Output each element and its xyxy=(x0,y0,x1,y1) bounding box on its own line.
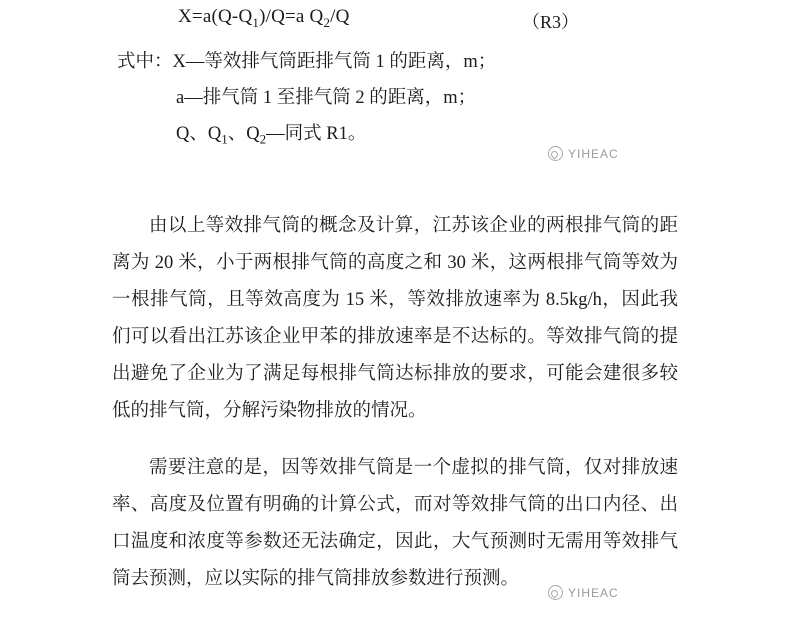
definition-line-3-mid: 、Q xyxy=(227,124,260,144)
definition-line-3-tail: —同式 R1。 xyxy=(266,124,367,144)
body-paragraph-1: 由以上等效排气筒的概念及计算，江苏该企业的两根排气筒的距离为 20 米，小于两根排气筒的高度之和 30 米，这两根排气筒等效为一根排气筒，且等效高度为 15 米，等效排放速率为 8.5kg/h，因此我们可以看出江苏该企业甲苯的排放速率是不达标的。等效排气筒的提出避免了企业为了满足每根排气筒达标排放的要求，可能会建很多较低的排气筒，分解污染物排放的情况。 xyxy=(112,216,678,421)
watermark-logo-icon xyxy=(548,146,563,161)
definition-line-2: a—排气筒 1 至排气筒 2 的距离，m； xyxy=(176,88,477,108)
definition-line-3 xyxy=(176,116,790,158)
watermark-bottom-label: YIHEAC xyxy=(568,585,619,600)
definition-line-3-sub-1: 1 xyxy=(221,131,228,147)
formula-reference: （R3） xyxy=(522,12,580,32)
formula-subscript-1: 1 xyxy=(252,14,260,30)
body-paragraph-2: 需要注意的是，因等效排气筒是一个虚拟的排气筒，仅对排放速率、高度及位置有明确的计算公式，而对等效排气筒的出口内径、出口温度和浓度等参数还无法确定，因此，大气预测时无需用等效排气筒去预测，应以实际的排气筒排放参数进行预测。 xyxy=(112,458,678,589)
watermark-top xyxy=(548,146,619,161)
formula-subscript-2: 2 xyxy=(323,14,331,30)
watermark-top-label: YIHEAC xyxy=(568,146,619,161)
formula-tail: )/Q=a Q xyxy=(259,6,324,27)
formula-row xyxy=(0,6,790,40)
definition-line-3-head: Q、Q xyxy=(176,124,222,144)
definition-line-1: 式中：X—等效排气筒距排气筒 1 的距离，m； xyxy=(117,52,497,72)
definition-list xyxy=(0,44,790,158)
formula-expression xyxy=(178,6,350,31)
formula-head: X=a(Q-Q xyxy=(178,6,253,27)
watermark-bottom xyxy=(548,585,619,600)
formula-end: /Q xyxy=(330,6,350,27)
definition-line-3-sub-2: 2 xyxy=(259,131,267,147)
watermark-logo-icon xyxy=(548,585,563,600)
